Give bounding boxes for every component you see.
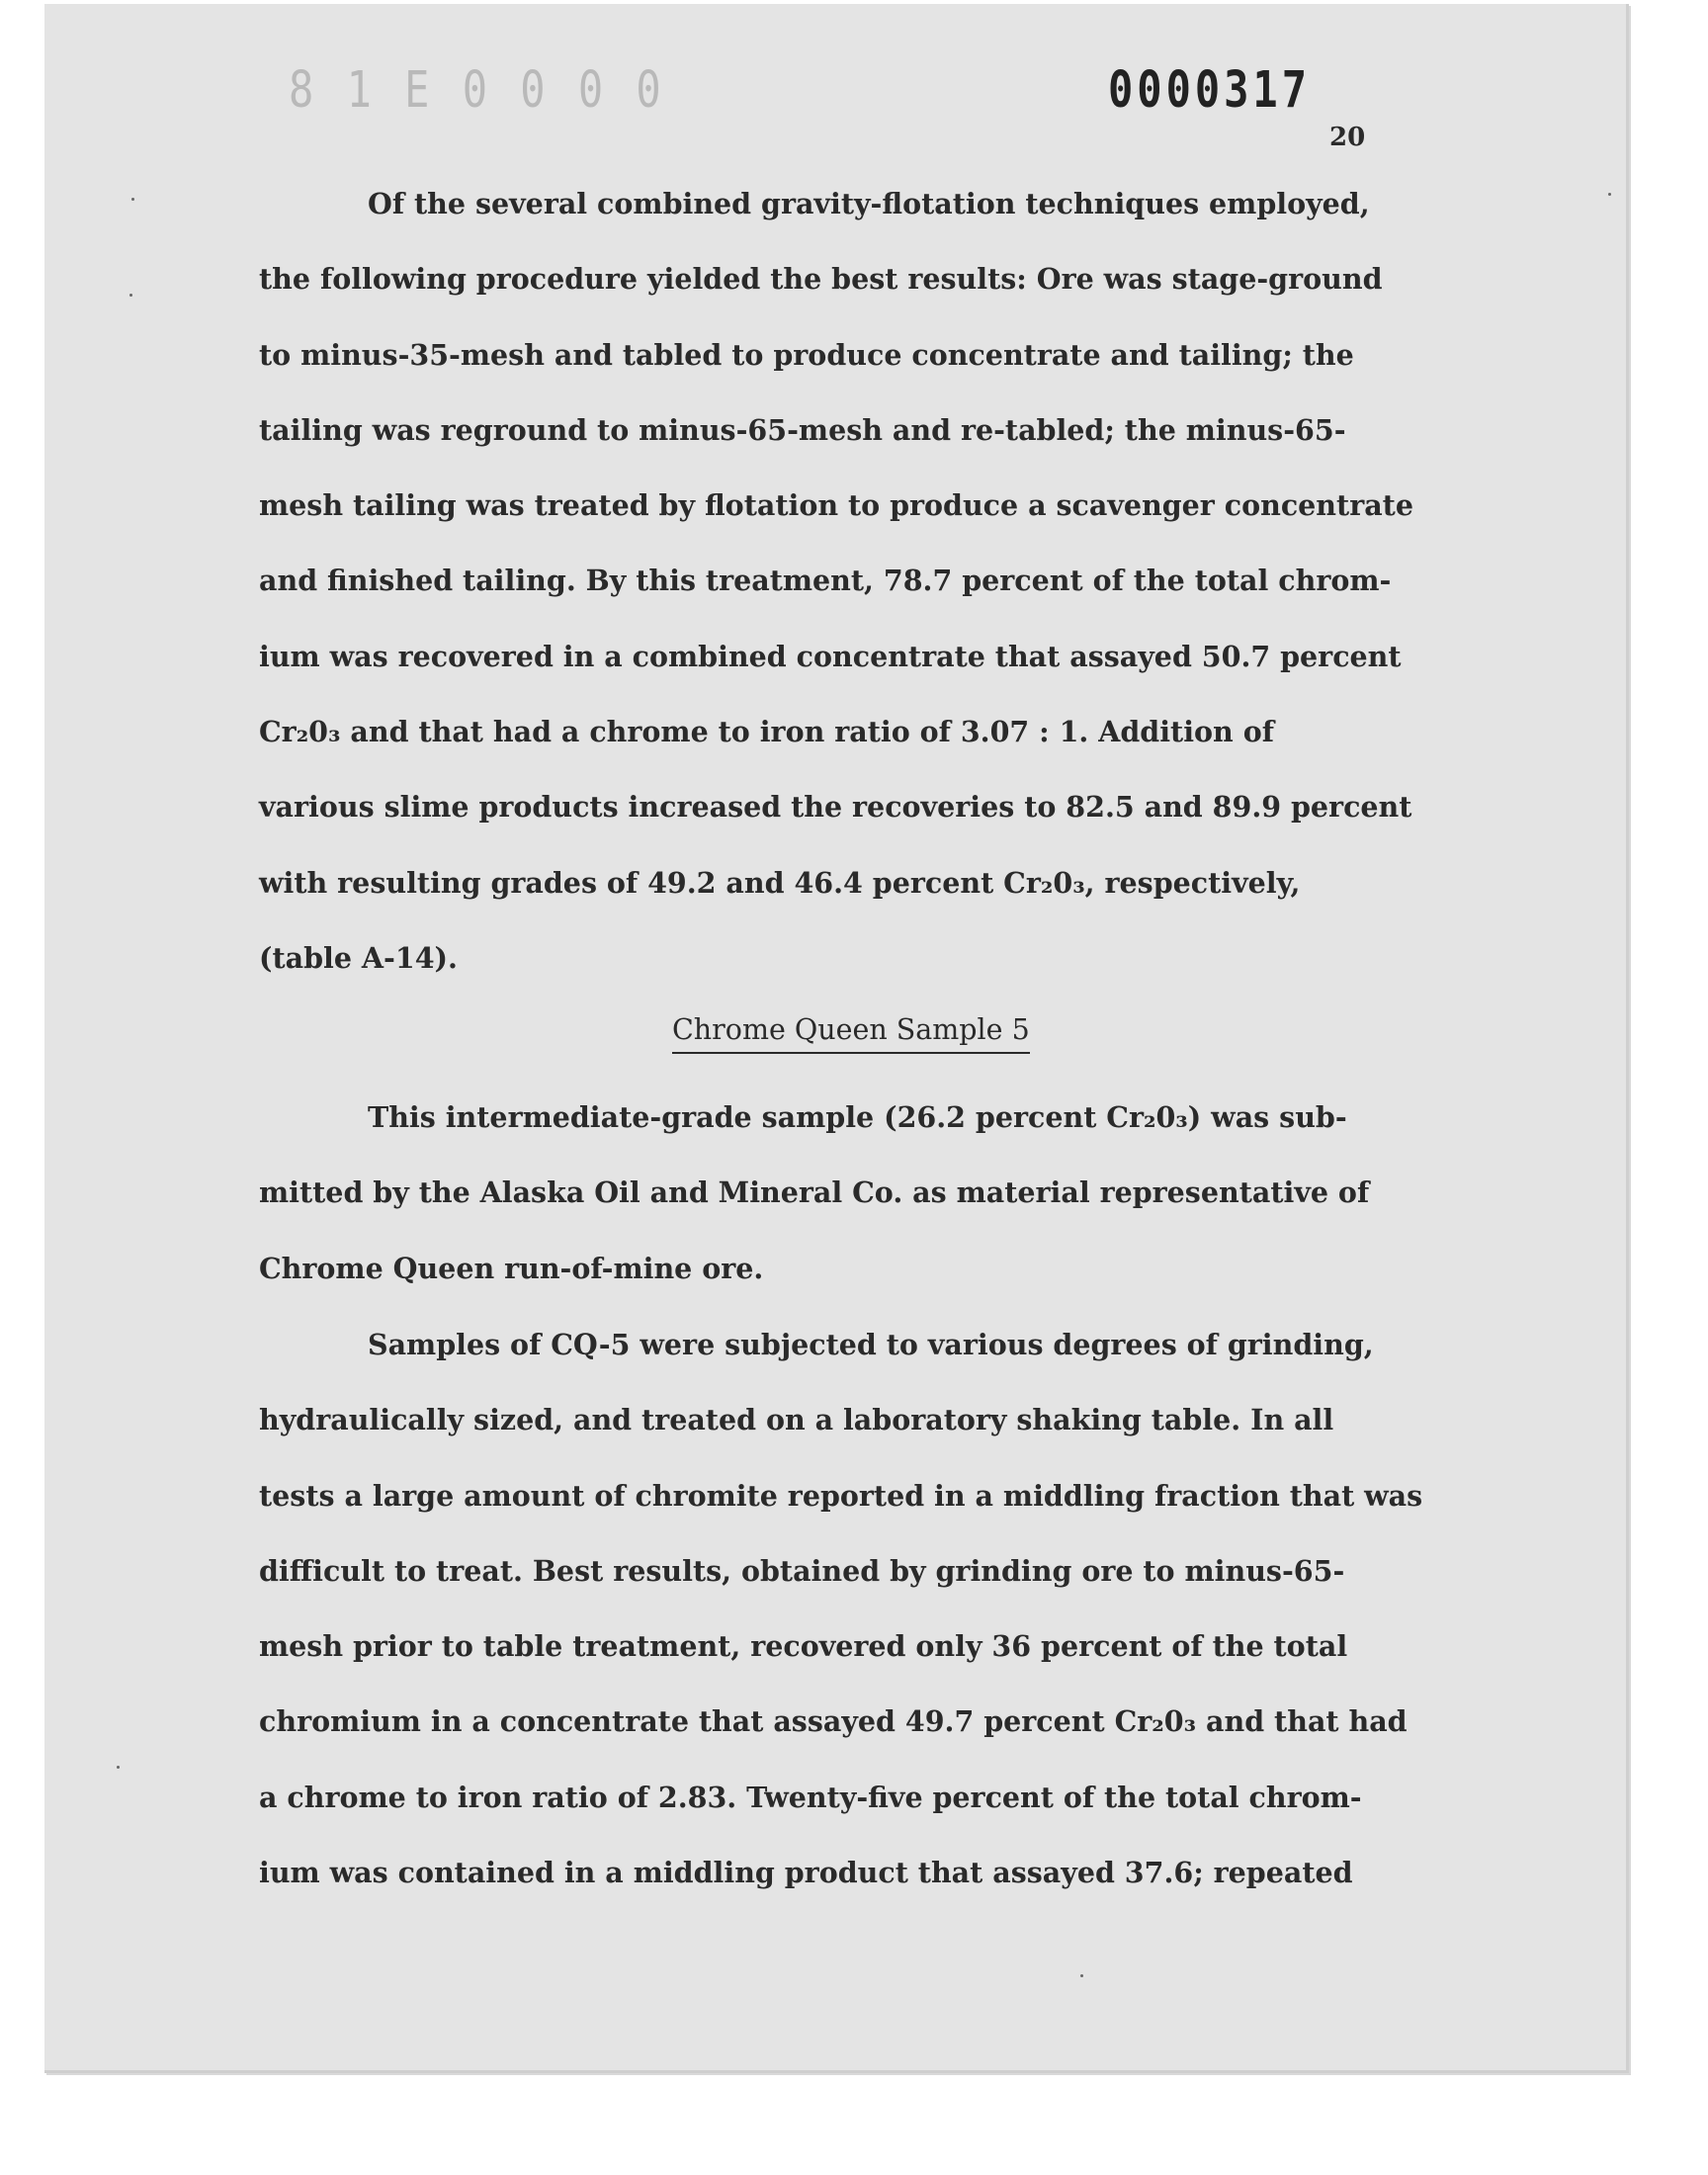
text-line: Chrome Queen run-of-mine ore. [259,1251,764,1285]
text-line: Cr₂0₃ and that had a chrome to iron ratio of 3.07 : 1. Addition of [259,715,1274,749]
text-line: mesh tailing was treated by flotation to produce a scavenger concentrate [259,488,1413,523]
text-line: with resulting grades of 49.2 and 46.4 percent Cr₂0₃, respectively, [259,865,1301,900]
text-line: Of the several combined gravity-flotation techniques employed, [368,187,1370,220]
speck-mark [129,294,132,297]
text-line: mesh prior to table treatment, recovered only 36 percent of the total [259,1629,1348,1664]
paragraph-gravity-flotation [259,166,1425,996]
speck-mark [1608,193,1611,196]
text-line: and finished tailing. By this treatment, 78.7 percent of the total chrom- [259,564,1392,598]
document-stamp-faded: 8 1 E 0 0 0 0 [289,60,665,119]
text-line: Samples of CQ-5 were subjected to various degrees of grinding, [368,1328,1374,1361]
text-line: mitted by the Alaska Oil and Mineral Co. as material representative of [259,1175,1370,1210]
text-line: tailing was reground to minus-65-mesh and re-tabled; the minus-65- [259,412,1346,447]
section-heading [672,1013,1030,1046]
paragraph-table-tests [259,1307,1425,1910]
text-line: chromium in a concentrate that assayed 49.7 percent Cr₂0₃ and that had [259,1704,1408,1739]
speck-mark [131,198,134,201]
text-line: This intermediate-grade sample (26.2 percent Cr₂0₃) was sub- [368,1100,1347,1134]
text-line: a chrome to iron ratio of 2.83. Twenty-five percent of the total chrom- [259,1780,1362,1814]
document-stamp-number: 0000317 [1108,60,1312,119]
paragraph-sample-description [259,1080,1425,1306]
text-line: ium was recovered in a combined concentrate that assayed 50.7 percent [259,639,1402,673]
text-line: hydraulically sized, and treated on a laboratory shaking table. In all [259,1403,1334,1437]
text-line: ium was contained in a middling product that assayed 37.6; repeated [259,1856,1353,1890]
text-line: (table A-14). [259,940,458,975]
text-line: tests a large amount of chromite reported in a middling fraction that was [259,1478,1423,1513]
text-line: various slime products increased the recoveries to 82.5 and 89.9 percent [259,790,1412,825]
section-heading-text: Chrome Queen Sample 5 [672,1013,1030,1054]
speck-mark [117,1766,120,1769]
page-number: 20 [1329,123,1366,152]
text-line: the following procedure yielded the best results: Ore was stage-ground [259,262,1383,297]
speck-mark [1080,1974,1083,1977]
text-line: difficult to treat. Best results, obtained by grinding ore to minus-65- [259,1553,1345,1588]
text-line: to minus-35-mesh and tabled to produce concentrate and tailing; the [259,337,1354,372]
